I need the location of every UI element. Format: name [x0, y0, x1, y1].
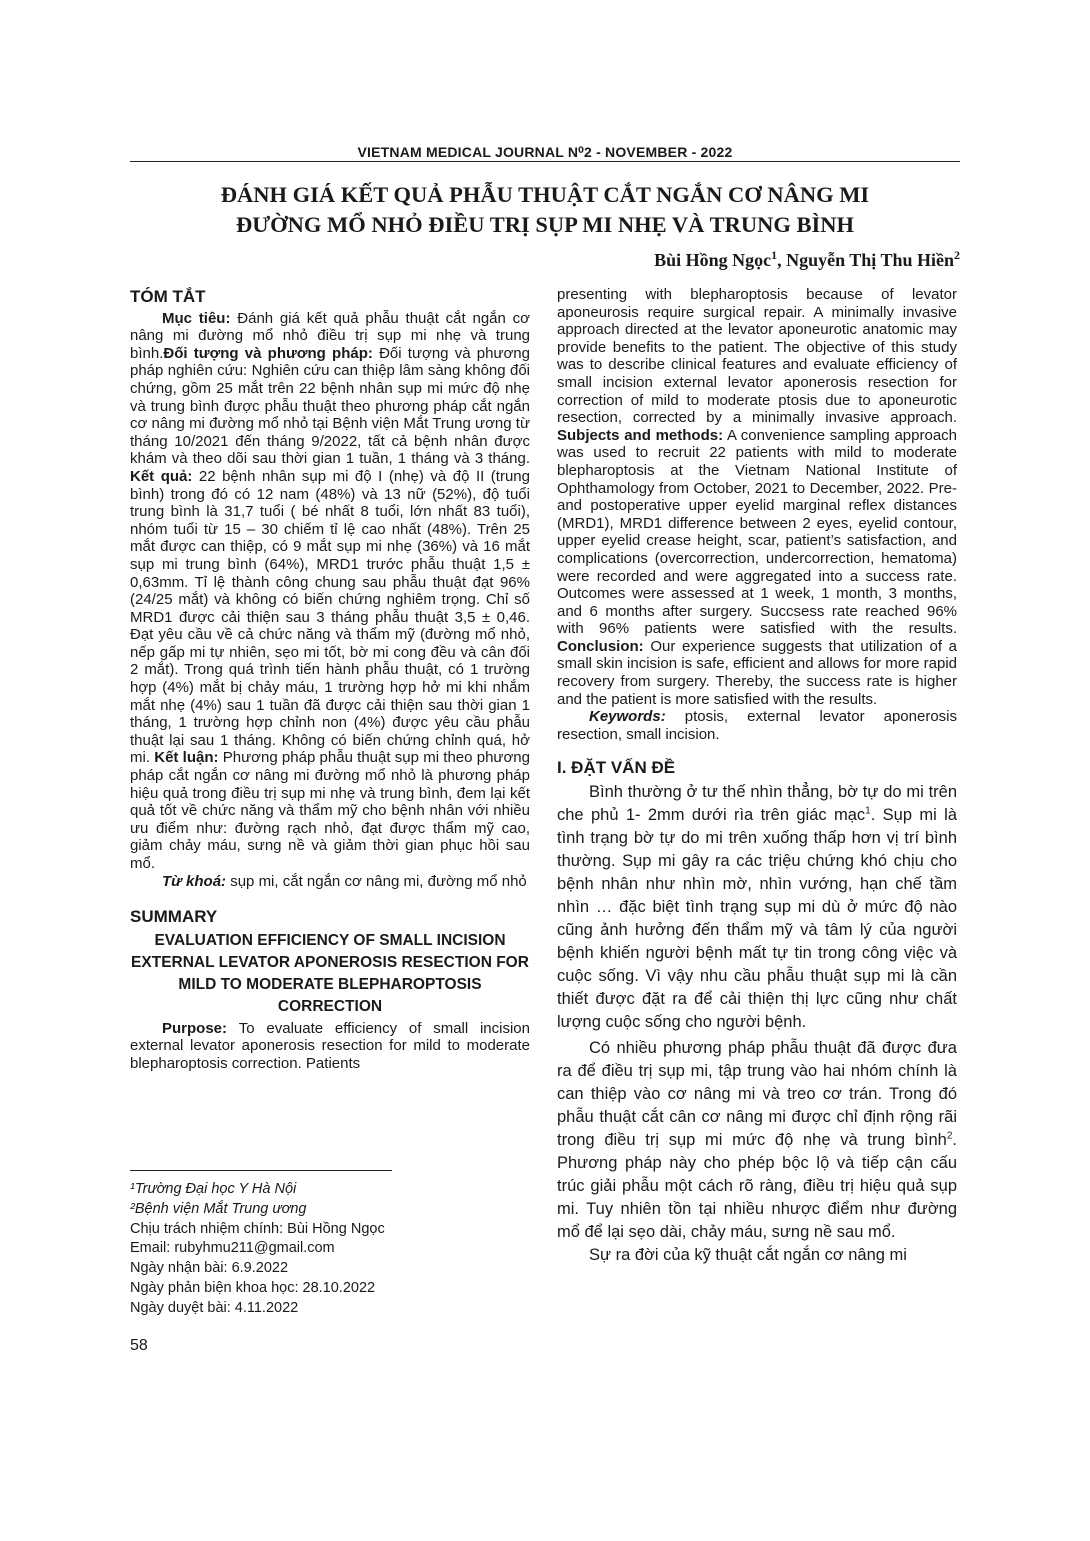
label-ket-qua: Kết quả:	[130, 467, 193, 485]
received-date: Ngày nhận bài: 6.9.2022	[130, 1260, 289, 1277]
summary-heading: SUMMARY	[130, 907, 218, 927]
label-purpose: Purpose:	[162, 1019, 228, 1037]
text-ket-qua: 22 bệnh nhân sụp mi độ I (nhẹ) và độ II (trung bình) trong đó có 12 nam (48%) và 13 nữ (52%), độ tuổi trung bình là 31,7 tuổi ( bé nhất 8 tuổi, lớn nhất 83 tuổi), nhóm tuổi từ 15 – 30 chiếm tỉ lệ cao nhất (48%). Trên 25 mắt được can thiệp, có 9 mắt sụp mi nhẹ (36%) và 16 mắt sụp mi trung bình (64%), MRD1 trước phẫu thuật 1,5 ± 0,63mm. Tỉ lệ thành công chung sau phẫu thuật đạt 96% (24/25 mắt) và không có biến chứng nghiêm trọng. Chỉ số MRD1 được cải thiện sau 3 tháng phẫu thuật 3,5 ± 0,46. Đạt yêu cầu về cả chức năng và thẩm mỹ (đường mổ nhỏ, nếp gấp mi tự nhiên, sẹo mi tốt, bờ mi cong đều và cân đối 2 mắt). Trong quá trình tiến hành phẫu thuật, có 1 trường hợp (4%) mắt bị chảy máu, 1 trường hợp hở mi khi nhắm mắt nhẹ (4%) sau 1 tuần đã được cải thiện sau thời gian 1 tháng, 1 trường hợp chỉnh non (4%) được yêu cầu phẫu thuật lại sau 1 tháng. Không có biến chứng chỉnh quá, hở mi.	[130, 467, 530, 767]
tomtat-heading: TÓM TẮT	[130, 287, 206, 306]
label-ket-luan: Kết luận:	[154, 749, 219, 767]
text-ket-luan: Phương pháp phẫu thuật sụp mi theo phương pháp cắt ngắn cơ nâng mi đường mổ nhỏ là phương pháp hiệu quả trong điều trị sụp mi nhẹ và trung bình, đem lại kết quả tốt về chức năng và thẩm mỹ cho bệnh nhân với nhiều ưu điểm như: đường rạch nhỏ, đạt được thẩm mỹ cao, giảm chảy máu, sưng nề và giảm thời gian phục hồi sau mổ.	[130, 749, 530, 872]
author-2: Nguyễn Thị Thu Hiền	[786, 250, 954, 270]
tomtat-keywords	[130, 873, 530, 891]
author-1-affil: 1	[771, 248, 778, 262]
text-keywords: ptosis, external levator aponerosis resection, small incision.	[557, 708, 957, 743]
tomtat-paragraph	[130, 310, 530, 873]
s1-p1-text: Bình thường ở tư thế nhìn thẳng, bờ tự do mi trên che phủ 1- 2mm dưới rìa trên giác mạc	[557, 783, 957, 825]
s1-p2-text: Có nhiều phương pháp phẫu thuật đã được đưa ra để điều trị sụp mi, tập trung vào hai nhóm chính là can thiệp vào cơ nâng mi và treo cơ trán. Trong đó phẫu thuật cắt cân cơ nâng mi được chỉ định rộng rãi trong điều trị sụp mi mức độ nhẹ và trung bình	[557, 1039, 957, 1150]
citation-ref: 2	[946, 1130, 953, 1142]
text-conclusion: Our experience suggests that utilization of a small skin incision is safe, efficient and allows for more rapid recovery from surgery. Thereby, the success rate is higher and the patient is more satisfied with the results.	[557, 637, 957, 708]
section-1-paragraph-2	[557, 1037, 957, 1244]
page-number: 58	[130, 1337, 148, 1354]
s1-p2-text-cont: . Phương pháp này cho phép bộc lộ và tiếp cận cấu trúc giải phẫu một cách rõ ràng, điều trị hiệu quả sụp mi. Tuy nhiên tồn tại nhiều nhược điểm như đường mổ để lại sẹo dài, chảy máu, sưng nề sau mổ.	[557, 1131, 957, 1242]
summary-keywords	[557, 708, 957, 743]
text-doi-tuong: Đối tượng và phương pháp nghiên cứu: Nghiên cứu can thiệp lâm sàng không đối chứng, gồm 25 mắt trên 22 bệnh nhân sụp mi mức độ nhẹ và trung bình được phẫu thuật theo phương pháp cắt ngắn cơ nâng mi đường mổ nhỏ tại Bệnh viện Mắt Trung ương từ tháng 10/2021 đến tháng 9/2022, tất cả bệnh nhân được khám và theo dõi sau thời gian 1 tuần, 1 tháng và 3 tháng.	[130, 344, 530, 468]
footnotes	[130, 1180, 530, 1319]
label-tu-khoa: Từ khoá:	[162, 872, 227, 890]
label-conclusion: Conclusion:	[557, 637, 644, 655]
author-separator: ,	[777, 250, 787, 270]
label-muc-tieu: Mục tiêu:	[162, 309, 231, 327]
citation-ref: 1	[865, 805, 871, 817]
review-date: Ngày phản biện khoa học: 28.10.2022	[130, 1279, 376, 1296]
author-line	[654, 248, 960, 271]
text-purpose-start: To evaluate efficiency of small incision external levator aponerosis resection for mild to moderate blepharoptosis correction. Patients	[130, 1019, 530, 1072]
text-subjects-methods: A convenience sampling approach was used to recruit 22 patients with mild to moderate blepharoptosis at the Vietnam National Institute of Ophthamology from October, 2021 to December, 2022. Pre- and postoperative upper eyelid marginal reflex distances (MRD1), MRD1 difference between 2 eyes, eyelid contour, upper eyelid crease height, scar, patient’s satisfaction, and complications (overcorrection, undercorrection, hematoma) were recorded and were aggregated into a success rate. Outcomes were assessed at 1 week, 1 month, 3 months, and 6 months after surgery. Succsess rate reached 96% with 96% patients were satisfied with the results.	[557, 426, 957, 638]
title-line-1: ĐÁNH GIÁ KẾT QUẢ PHẪU THUẬT CẮT NGẮN CƠ NÂNG MI	[220, 182, 870, 207]
section-1-paragraph-3: Sự ra đời của kỹ thuật cắt ngắn cơ nâng mi	[589, 1246, 907, 1265]
summary-purpose-continued	[557, 286, 957, 708]
right-column	[557, 286, 957, 1267]
section-1-heading: I. ĐẶT VẤN ĐỀ	[557, 758, 676, 778]
s1-p1-text-cont: . Sụp mi là tình trạng bờ tự do mi trên xuống thấp hơn vị trí bình thường. Sụp mi gây ra các triệu chứng khó chịu cho bệnh nhân như nhìn mờ, nhìn vướng, hạn chế tầm nhìn … đặc biệt tình trạng sụp mi dù ở mức độ nào cũng ảnh hưởng đến thẩm mỹ và tâm lý của người bệnh khiến người bệnh mất tự tin trong công việc và cuộc sống. Vì vậy nhu cầu phẫu thuật sụp mi là cần thiết được đặt ra để cải thiện thị lực cũng như chất lượng cuộc sống cho người bệnh.	[557, 806, 958, 1032]
text-muc-tieu: Đánh giá kết quả phẫu thuật cắt ngắn cơ nâng mi đường mổ nhỏ điều trị sụp mi nhẹ và trung bình.	[130, 309, 530, 362]
text-tu-khoa: sụp mi, cắt ngắn cơ nâng mi, đường mổ nhỏ	[226, 872, 527, 890]
affiliation-1: ¹Trường Đại học Y Hà Nội	[130, 1181, 297, 1197]
label-subjects-methods: Subjects and methods:	[557, 426, 724, 444]
title-line-2: ĐƯỜNG MỔ NHỎ ĐIỀU TRỊ SỤP MI NHẸ VÀ TRUNG BÌNH	[236, 212, 854, 237]
running-header: VIETNAM MEDICAL JOURNAL N⁰2 - NOVEMBER - 2022	[357, 144, 733, 160]
label-keywords: Keywords:	[589, 708, 666, 726]
summary-purpose	[130, 1020, 530, 1073]
label-doi-tuong: Đối tượng và phương pháp:	[163, 344, 373, 362]
article-title	[130, 180, 960, 240]
email: Email: rubyhmu211@gmail.com	[130, 1240, 335, 1257]
affiliation-2: ²Bệnh viện Mắt Trung ương	[130, 1200, 307, 1217]
section-1-paragraph-1	[557, 781, 957, 1034]
corresponding-author: Chịu trách nhiệm chính: Bùi Hồng Ngọc	[130, 1220, 385, 1237]
header-rule	[130, 161, 960, 162]
left-column	[130, 286, 530, 1073]
accepted-date: Ngày duyệt bài: 4.11.2022	[130, 1299, 299, 1316]
footnote-rule	[130, 1170, 392, 1171]
text-purpose-cont: presenting with blepharoptosis because of levator aponeurosis require surgical repair. A minimally invasive approach directed at the levator aponeurotic anatomic may provide benefits to the patient. The objective of this study was to describe clinical features and evaluate efficiency of small incision external levator aponerosis resection for correction of mild to moderate ptosis due to aponeurotic resection, corrected by a minimally invasive approach.	[557, 286, 957, 427]
author-1: Bùi Hồng Ngọc	[654, 250, 772, 270]
author-2-affil: 2	[954, 248, 960, 262]
summary-title: EVALUATION EFFICIENCY OF SMALL INCISION EXTERNAL LEVATOR APONEROSIS RESECTION FOR MILD TO MODERATE BLEPHAROPTOSIS CORRECTION	[131, 931, 529, 1015]
